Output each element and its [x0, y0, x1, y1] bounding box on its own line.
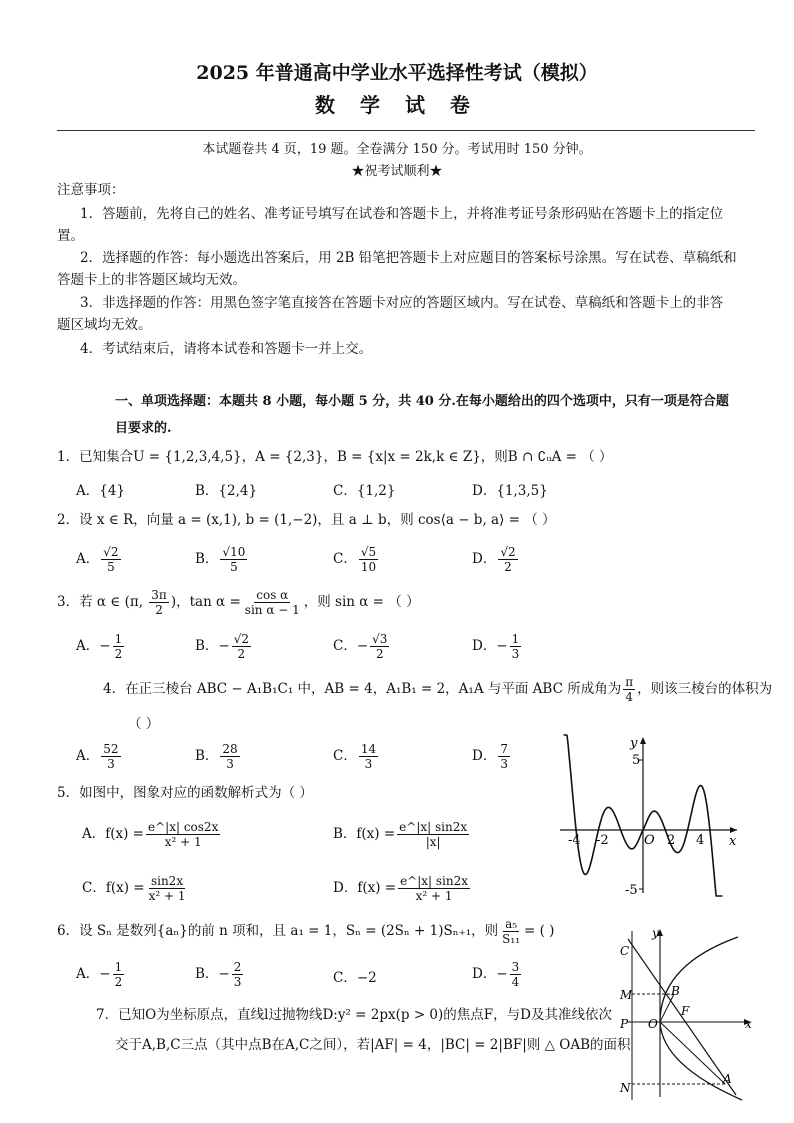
fig-label-a: A	[723, 1072, 732, 1086]
graph-origin: O	[644, 833, 655, 848]
note-1b: 置。	[57, 228, 84, 244]
note-4: 4．考试结束后，请将本试卷和答题卡一并上交。	[80, 341, 373, 357]
q2-option-c	[333, 545, 380, 574]
q4-option-d: D． $\frac{7}{3}$	[472, 742, 508, 771]
q4-paren: （ ）	[128, 716, 160, 732]
fig-label-x: x	[745, 1017, 752, 1031]
q2-a-label: A．	[76, 551, 100, 567]
parabola-upper	[660, 937, 738, 1022]
note-2b: 答题卡上的非答题区域均无效。	[57, 272, 246, 288]
fig-label-f: F	[681, 1004, 690, 1018]
q5-option-c: C．f(x) = $\frac{\sin 2x}{\text{x² + 1}}$	[82, 874, 186, 903]
q6-option-a: A．− $\frac{1}{2}$	[76, 960, 123, 989]
graph-y-top: 5	[632, 753, 641, 768]
fig-label-o: O	[648, 1017, 658, 1031]
q1-option-d: D．{1,3,5}	[472, 483, 548, 499]
q2-d-label: D．	[472, 551, 497, 567]
note-2a: 2．选择题的作答：每小题选出答案后，用 2B 铅笔把答题卡上对应题目的答案标号涂黑。写在试卷、草稿纸和	[80, 250, 737, 266]
q4-stem: 4．在正三棱台 ABC − A₁B₁C₁ 中，AB = 4，A₁B₁ = 2，A₁A 与平面 ABC 所成角为 $\frac{\pi}{4}$ ，则该三棱台的体积为	[103, 675, 773, 704]
q6-option-d: D．− $\frac{3}{4}$	[472, 960, 520, 989]
fig-label-c: C	[620, 944, 630, 958]
q1-option-b: B．{2,4}	[195, 483, 258, 499]
graph-xtick-m2: -2	[596, 833, 609, 848]
q6-option-c: C．−2	[333, 970, 377, 986]
q4-option-c: C． $\frac{14}{3}$	[333, 742, 377, 771]
q1-option-c: C．{1,2}	[333, 483, 396, 499]
q2-a-fraction: $\frac{√2}{5}$	[103, 545, 119, 574]
q1-stem: 1．已知集合U = {1,2,3,4,5}，A = {2,3}，B = {x|x = 2k,k ∈ Z}，则B ∩ ∁ᵤA = （ ）	[57, 449, 613, 465]
exam-title: 2025 年普通高中学业水平选择性考试（模拟）	[196, 62, 598, 84]
q3-stem: 3．若 α ∈ (π, $\frac{3\pi}{2}$ )，tan α = $\frac{\text{cos α}}{\text{sin α − 1}}$ ，则 sin α = （ ）	[57, 588, 420, 617]
q2-option-b	[195, 545, 249, 574]
header-divider	[57, 130, 755, 131]
q2-d-fraction: $\frac{√2}{2}$	[500, 545, 516, 574]
q2-option-a	[76, 545, 123, 574]
graph-x-label: x	[729, 834, 737, 849]
seg-ob	[660, 994, 674, 1022]
section-heading-2: 目要求的.	[115, 421, 172, 436]
fig-label-b: B	[671, 984, 680, 998]
notes-heading: 注意事项：	[57, 182, 125, 198]
y-axis-arrow	[640, 737, 646, 744]
q7-parabola-figure	[618, 925, 758, 1105]
graph-xtick-2: 2	[667, 833, 676, 848]
graph-y-label: y	[630, 736, 638, 751]
q2-stem: 2．设 x ∈ R，向量 a = (x,1), b = (1,−2)，且 a ⊥ b，则 cos⟨a − b, a⟩ = （ ）	[57, 512, 556, 528]
graph-xtick-4: 4	[696, 833, 705, 848]
q2-option-d	[472, 545, 520, 574]
q5-function-graph	[555, 733, 745, 898]
q6-stem: 6．设 Sₙ 是数列{aₙ}的前 n 项和，且 a₁ = 1，Sₙ = (2Sₙ + 1)Sₙ₊₁，则 $\frac{\text{a₅}}{\text{S₁₁}}$ = ( )	[57, 917, 555, 946]
exam-info: 本试题卷共 4 页，19 题。全卷满分 150 分。考试用时 150 分钟。	[202, 142, 592, 157]
graph-y-bottom: -5	[625, 883, 638, 898]
q2-b-fraction: $\frac{√10}{5}$	[222, 545, 246, 574]
fig-label-p: P	[620, 1017, 629, 1031]
q3-option-d: D．− $\frac{1}{3}$	[472, 632, 520, 661]
q7-line1: 7．已知O为坐标原点，直线l过抛物线D:y² = 2px(p > 0)的焦点F，与D及其准线依次	[96, 1007, 612, 1023]
fig-label-m: M	[620, 988, 633, 1002]
q6-option-b: B．− $\frac{2}{3}$	[195, 960, 242, 989]
note-1a: 1．答题前，先将自己的姓名、准考证号填写在试卷和答题卡上，并将准考证号条形码贴在答题卡上的指定位	[80, 206, 724, 222]
q5-option-b: B．f(x) = $\frac{e\^{}|x| \sin 2x}{|x|}$	[333, 820, 468, 849]
q4-option-b: B． $\frac{28}{3}$	[195, 742, 238, 771]
note-3a: 3．非选择题的作答：用黑色签字笔直接答在答题卡对应的答题区域内。写在试卷、草稿纸和答题卡上的非答	[80, 295, 724, 311]
q2-b-label: B．	[195, 551, 219, 567]
q5-option-d: D．f(x) = $\frac{e\^{}|x| \sin 2x}{\text{x² + 1}}$	[333, 874, 469, 903]
x-axis-arrow	[730, 827, 737, 833]
q2-c-fraction: $\frac{√5}{10}$	[360, 545, 377, 574]
q1-option-a: A．{4}	[76, 483, 126, 499]
graph-xtick-m4: -4	[568, 833, 581, 848]
q3-option-a: A．− $\frac{1}{2}$	[76, 632, 123, 661]
q2-c-label: C．	[333, 551, 357, 567]
note-3b: 题区域均无效。	[57, 317, 152, 333]
section-heading-1: 一、单项选择题：本题共 8 小题，每小题 5 分，共 40 分.在每小题给出的四个选项中，只有一项是符合题	[115, 394, 729, 409]
fig-label-y: y	[652, 926, 659, 940]
exam-subtitle: 数 学 试 卷	[315, 93, 479, 117]
q3-option-c: C．− $\frac{√3}{2}$	[333, 632, 388, 661]
q7-line2: 交于A,B,C三点（其中点B在A,C之间），若|AF| = 4，|BC| = 2|BF|则 △ OAB的面积	[115, 1037, 631, 1053]
q3-option-b: B．− $\frac{√2}{2}$	[195, 632, 250, 661]
q5-option-a: A．f(x) = $\frac{e\^{}|x| \cos 2x}{\text{x² + 1}}$	[82, 820, 219, 849]
exam-wish: ★祝考试顺利★	[351, 164, 443, 179]
fig-label-n: N	[620, 1081, 631, 1095]
q5-stem: 5．如图中，图象对应的函数解析式为（ ）	[57, 785, 313, 801]
q4-option-a: A． $\frac{52}{3}$	[76, 742, 119, 771]
